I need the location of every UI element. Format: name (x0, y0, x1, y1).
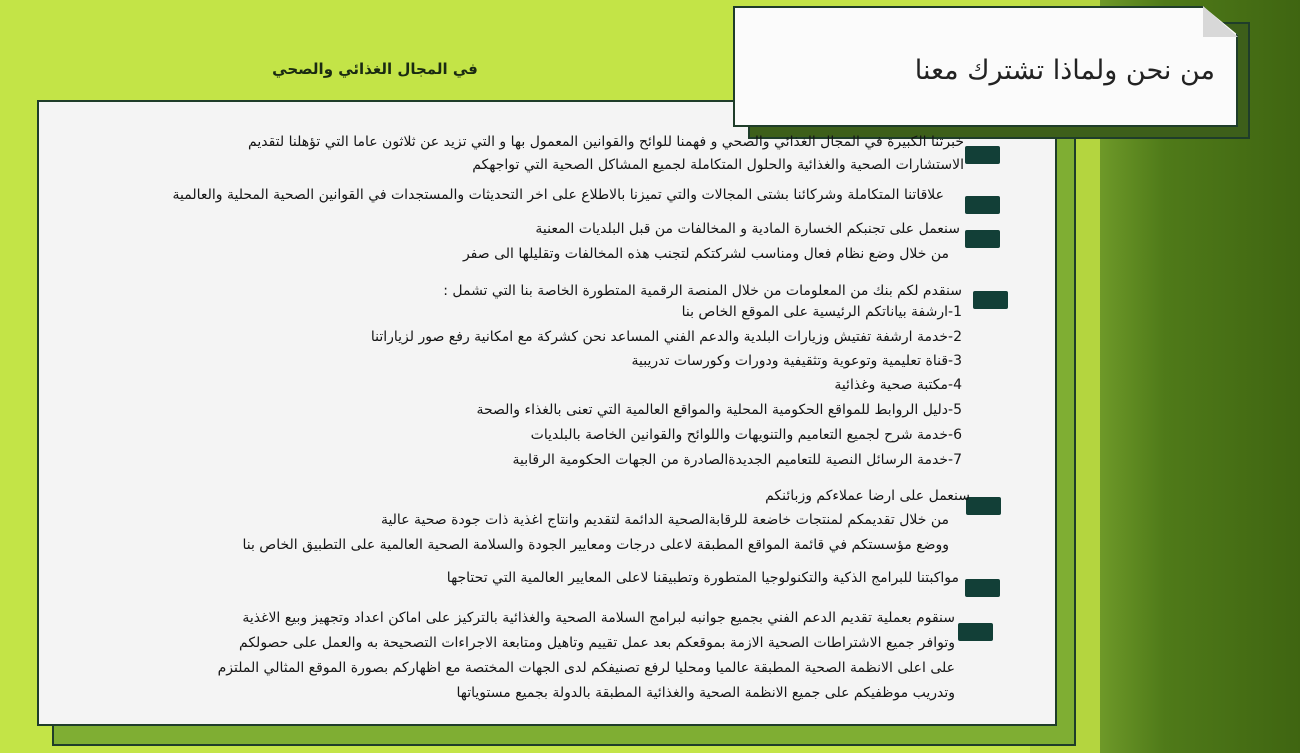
text-line: من خلال تقديمكم لمنتجات خاضعة للرقابةالصحية الدائمة لتقديم وانتاج اغذية ذات جودة صحية عالية (380, 512, 949, 528)
bullet-marker (965, 196, 1000, 214)
bullet-marker (966, 497, 1001, 515)
text-line: 3-قناة تعليمية وتوعوية وتثقيفية ودورات وكورسات تدريبية (631, 353, 962, 369)
page-subtitle: في المجال الغذائي والصحي (272, 60, 478, 78)
text-line: ووضع مؤسستكم في قائمة المواقع المطبقة لاعلى درجات ومعايير الجودة والسلامة الصحية العالمية على التطبيق الخاص بنا (242, 537, 949, 553)
bullet-marker (965, 579, 1000, 597)
text-line: سنقدم لكم بنك من المعلومات من خلال المنصة الرقمية المتطورة الخاصة بنا التي تشمل : (443, 283, 962, 299)
text-line: على اعلى الانظمة الصحية المطبقة عالميا ومحليا لرفع تصنيفكم لدى الجهات المختصة مع اظهاركم بصورة الموقع المثالي الملتزم (217, 660, 955, 676)
text-line: سنعمل على ارضا عملاءكم وزبائنكم (765, 488, 970, 504)
text-line: 4-مكتبة صحية وغذائية (834, 377, 962, 393)
text-line: 6-خدمة شرح لجميع التعاميم والتنويهات واللوائح والقوانين الخاصة بالبلديات (530, 427, 962, 443)
bullet-marker (965, 230, 1000, 248)
text-line: 1-ارشفة بياناتكم الرئيسية على الموقع الخاص بنا (681, 304, 962, 320)
text-line: خبرتنا الكبيرة في المجال الغذائي والصحي و فهمنا للوائح والقوانين المعمول بها و التي تزيد عن ثلاثون عاما التي تؤهلنا لتقديم (248, 134, 964, 150)
text-line: الاستشارات الصحية والغذائية والحلول المتكاملة لجميع المشاكل الصحية التي تواجهكم (472, 157, 964, 173)
bullet-marker (973, 291, 1008, 309)
bullet-marker (965, 146, 1000, 164)
text-line: وتدريب موظفيكم على جميع الانظمة الصحية والغذائية المطبقة بالدولة بجميع مستوياتها (456, 685, 955, 701)
text-line: سنقوم بعملية تقديم الدعم الفني بجميع جوانبه لبرامج السلامة الصحية والغذائية بالتركيز على اماكن اعداد وتجهيز وبيع الاغذية (242, 610, 955, 626)
text-line: علاقاتنا المتكاملة وشركائنا بشتى المجالات والتي تميزنا بالاطلاع على اخر التحديثات والمستجدات في القوانين الصحية المحلية والعالمية (172, 187, 944, 203)
text-line: مواكبتنا للبرامج الذكية والتكنولوجيا المتطورة وتطبيقنا لاعلى المعايير العالمية التي تحتاجها (446, 570, 959, 586)
page-title: من نحن ولماذا تشترك معنا (914, 55, 1215, 86)
text-line: 7-خدمة الرسائل النصية للتعاميم الجديدةالصادرة من الجهات الحكومية الرقابية (512, 452, 962, 468)
text-line: سنعمل على تجنبكم الخسارة المادية و المخالفات من قبل البلديات المعنية (535, 221, 960, 237)
text-line: وتوافر جميع الاشتراطات الصحية الازمة بموقعكم بعد عمل تقييم وتاهيل ومتابعة الاجراءات التصحيحة به والعمل على حصولكم (239, 635, 955, 651)
text-line: 2-خدمة ارشفة تفتيش وزيارات البلدية والدعم الفني المساعد نحن كشركة مع امكانية رفع صور لزياراتنا (370, 329, 962, 345)
text-line: 5-دليل الروابط للمواقع الحكومية المحلية والمواقع العالمية التي تعنى بالغذاء والصحة (476, 402, 962, 418)
text-line: من خلال وضع نظام فعال ومناسب لشركتكم لتجنب هذه المخالفات وتقليلها الى صفر (462, 246, 949, 262)
bullet-marker (958, 623, 993, 641)
